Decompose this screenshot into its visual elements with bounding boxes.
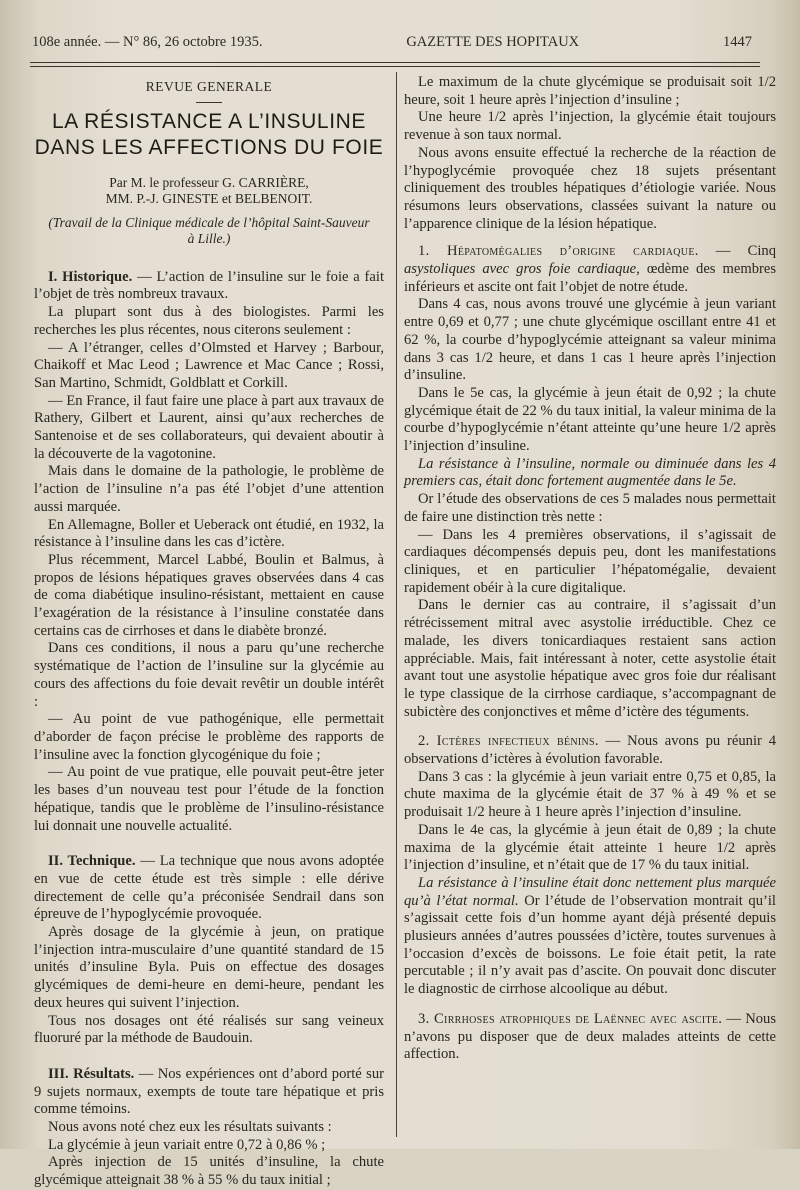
paragraph: — Dans les 4 premières observations, il s’agissait de cardiaques décompensés depuis peu, dont les manifestations cliniques, et en particulier l’hépatomégalie, devaient rapidement obéir à la cure digitalique.	[404, 526, 776, 596]
paragraph: Dans 3 cas : la glycémie à jeun variait entre 0,75 et 0,85, la chute maxima de la glycémie était de 37 % à 49 % et se produisait 1/2 heure à 1 heure après l’injection d’insuline.	[404, 768, 776, 821]
subsection3-text: — Nous n’avons pu disposer que de deux malades atteints de cette affection.	[404, 1010, 777, 1063]
paragraph: Le maximum de la chute glycémique se produisait soit 1/2 heure, soit 1 heure après l’injection d’insuline ;	[404, 74, 776, 108]
paragraph-text: Or l’étude de l’observation montrait qu’il s’agissait cette fois d’un homme ayant déjà présenté depuis plusieurs années d’autres poussées d’ictère, toutes survenues à l’occasion d’excès de boissons. Le foie était petit, la rate percutable ; il n’y avait pas d’ascite. On pouvait donc discuter le diagnostic de cirrhose alcoolique au début.	[404, 892, 776, 998]
section1-text: — L’action de l’insuline sur le foie a fait l’objet de très nombreux travaux.	[34, 268, 385, 303]
paragraph: — Au point de vue pathogénique, elle permettait d’aborder de façon précise le problème des rapports de l’insuline avec la fonction glycogénique du foie ;	[34, 711, 384, 763]
authors-line2: MM. P.-J. GINESTE et BELBENOIT.	[105, 190, 313, 206]
affiliation: (Travail de la Clinique médicale de l’hôpital Saint-Sauveur à Lille.)	[48, 214, 370, 246]
paragraph: La glycémie à jeun variait entre 0,72 à 0,86 % ;	[48, 1136, 326, 1153]
section2-intro	[34, 853, 384, 924]
title-dash	[196, 102, 222, 103]
paragraph: Mais dans le domaine de la pathologie, le problème de l’action de l’insuline n’a pas été l’objet d’une attention aussi marquée.	[34, 463, 384, 515]
header-rule-thin	[30, 66, 760, 67]
subsection1-heading: 1. Hépatomégalies d’origine cardiaque.	[418, 243, 699, 260]
subsection2-intro	[404, 733, 776, 768]
subsection2-heading: 2. Ictères infectieux bénins.	[418, 733, 599, 750]
column-separator	[396, 72, 397, 1137]
journal-name: GAZETTE DES HOPITAUX	[406, 34, 580, 50]
paragraph: Après injection de 15 unités d’insuline, la chute glycémique atteignait 38 % à 55 % du taux initial ;	[34, 1154, 384, 1189]
subsection3-heading: 3. Cirrhoses atrophiques de Laënnec avec ascite.	[418, 1010, 723, 1027]
paragraph: Tous nos dosages ont été réalisés sur sang veineux fluoruré par la méthode de Baudouin.	[34, 1012, 384, 1047]
paragraph: — A l’étranger, celles d’Olmsted et Harvey ; Barbour, Chaikoff et Mac Leod ; Lawrence et Mac Cance ; Rossi, San Martino, Schmidt, Goldblatt et Corkill.	[34, 339, 384, 391]
paragraph: Dans ces conditions, il nous a paru qu’une recherche systématique de l’action de l’insuline sur la glycémie au cours des affections du foie devait revêtir un double intérêt :	[34, 640, 384, 710]
conclusion-emphasis: La résistance à l’insuline, normale ou diminuée dans les 4 premiers cas, était donc fortement augmentée dans le 5e.	[404, 455, 776, 490]
paragraph: En Allemagne, Boller et Ueberack ont étudié, en 1932, la résistance à l’insuline dans les cas d’ictère.	[34, 516, 384, 551]
rubric: REVUE GENERALE	[145, 79, 273, 94]
left-column	[34, 74, 384, 1190]
section1-heading: I. Historique.	[48, 268, 133, 285]
running-header	[32, 34, 752, 56]
subsection1-emphasis: asystoliques avec gros foie cardiaque	[404, 261, 637, 278]
subsection1-text: — Cinq	[698, 243, 776, 260]
paragraph: Une heure 1/2 après l’injection, la glycémie était toujours revenue à son taux normal.	[404, 109, 776, 144]
authors-line1: Par M. le professeur G. CARRIÈRE,	[109, 174, 309, 190]
section2-text: — La technique que nous avons adoptée en vue de cette étude est très simple : elle dérive directement de celle qu’a préconisée Sendrail dans son épreuve de l’hypoglycémie provoquée.	[34, 853, 384, 923]
paragraph: Nous avons ensuite effectué la recherche de la réaction de l’hypoglycémie provoquée chez 18 sujets présentant cliniquement des troubles hépatiques d’étiologie variée. Nous résumons leurs observations, classées suivant la nature ou l’apparence clinique de la lésion hépatique.	[404, 144, 776, 232]
paragraph: — En France, il faut faire une place à part aux travaux de Rathery, Gilbert et Laurent, ainsi qu’aux recherches de Santenoise et de ses collaborateurs, qui devaient aboutir à la découverte de la vagotonine.	[34, 392, 384, 462]
subsection1-tail: , œdème des membres inférieurs et ascite ont fait l’objet de notre étude.	[404, 261, 777, 295]
subsection3-intro	[404, 1011, 776, 1064]
page-number: 1447	[722, 34, 752, 50]
conclusion-emphasis: La résistance à l’insuline était donc nettement plus marquée qu’à l’état normal.	[404, 874, 776, 909]
section1-intro	[34, 269, 384, 304]
paragraph: Dans le dernier cas au contraire, il s’agissait d’un rétrécissement mitral avec asystolie irréductible. Chez ce malade, les divers tonicardiaques restaient sans action appréciable. Mais, fait intéressant à noter, cette asystolie était avant tout une asystolie hépatique avec gros foie dur réalisant le type classique de la cirrhose cardiaque, s’accompagnant de subictère des conjonctives et même d’ictère des téguments.	[404, 597, 776, 720]
paragraph: Après dosage de la glycémie à jeun, on pratique l’injection intra-musculaire d’une quantité standard de 15 unités d’insuline Byla. Puis on effectue des dosages glycémiques de demi-heure en demi-heure, pendant les deux heures qui suivent l’injection.	[34, 924, 384, 1011]
paragraph: Dans le 4e cas, la glycémie à jeun était de 0,89 ; la chute maxima de la glycémie était atteinte 1 heure 1/2 après l’injection d’insuline, et n’était que de 17 % du taux initial.	[404, 821, 776, 874]
right-column	[404, 74, 776, 1064]
paragraph: Dans le 5e cas, la glycémie à jeun était de 0,92 ; la chute glycémique était de 22 % du taux initial, la valeur minima de la courbe d’hypoglycémie n’étant atteinte qu’une heure 1/2 après l’injection d’insuline.	[404, 384, 776, 455]
section3-intro	[34, 1066, 384, 1119]
paragraph: Dans 4 cas, nous avons trouvé une glycémie à jeun variant entre 0,69 et 0,77 ; une chute glycémique oscillant entre 41 et 62 %, la courbe d’hypoglycémie atteignant sa valeur minima dans 3 cas 1/2 heure, et dans 1 cas 1 heure après l’injection d’insuline.	[404, 296, 776, 384]
paragraph: Plus récemment, Marcel Labbé, Boulin et Balmus, à propos de lésions hépatiques graves observées dans 4 cas de coma diabétique insulino-résistant, mettaient en cause l’exagération de la résistance à l’insuline constatée dans certains cas de cirrhoses et dans le diabète bronzé.	[34, 551, 384, 639]
issue-info: 108e année. — N° 86, 26 octobre 1935.	[32, 34, 263, 50]
paragraph: Or l’étude des observations de ces 5 malades nous permettait de faire une distinction très nette :	[404, 491, 776, 525]
paragraph: — Au point de vue pratique, elle pouvait peut-être jeter les bases d’un nouveau test pour l’étude de la fonction hépatique, tandis que le problème de l’insulino-résistance lui donnait une nouvelle actualité.	[34, 764, 384, 834]
article-title-line2: DANS LES AFFECTIONS DU FOIE	[34, 135, 384, 159]
paragraph: Nous avons noté chez eux les résultats suivants :	[48, 1119, 332, 1136]
article-title-line1: LA RÉSISTANCE A L’INSULINE	[52, 109, 366, 133]
paragraph-italic	[404, 456, 776, 491]
section2-heading: II. Technique.	[48, 853, 136, 870]
paragraph: La plupart sont dus à des biologistes. Parmi les recherches les plus récentes, nous citerons seulement :	[34, 304, 384, 338]
paragraph	[404, 875, 776, 999]
section3-text: — Nos expériences ont d’abord porté sur 9 sujets normaux, exempts de toute tare hépatique et pris comme témoins.	[34, 1065, 385, 1118]
header-rule-thick	[30, 62, 760, 63]
subsection2-text: — Nous avons pu réunir 4 observations d’ictères à évolution favorable.	[404, 733, 776, 768]
subsection1-intro	[404, 243, 776, 296]
section3-heading: III. Résultats.	[48, 1065, 135, 1082]
